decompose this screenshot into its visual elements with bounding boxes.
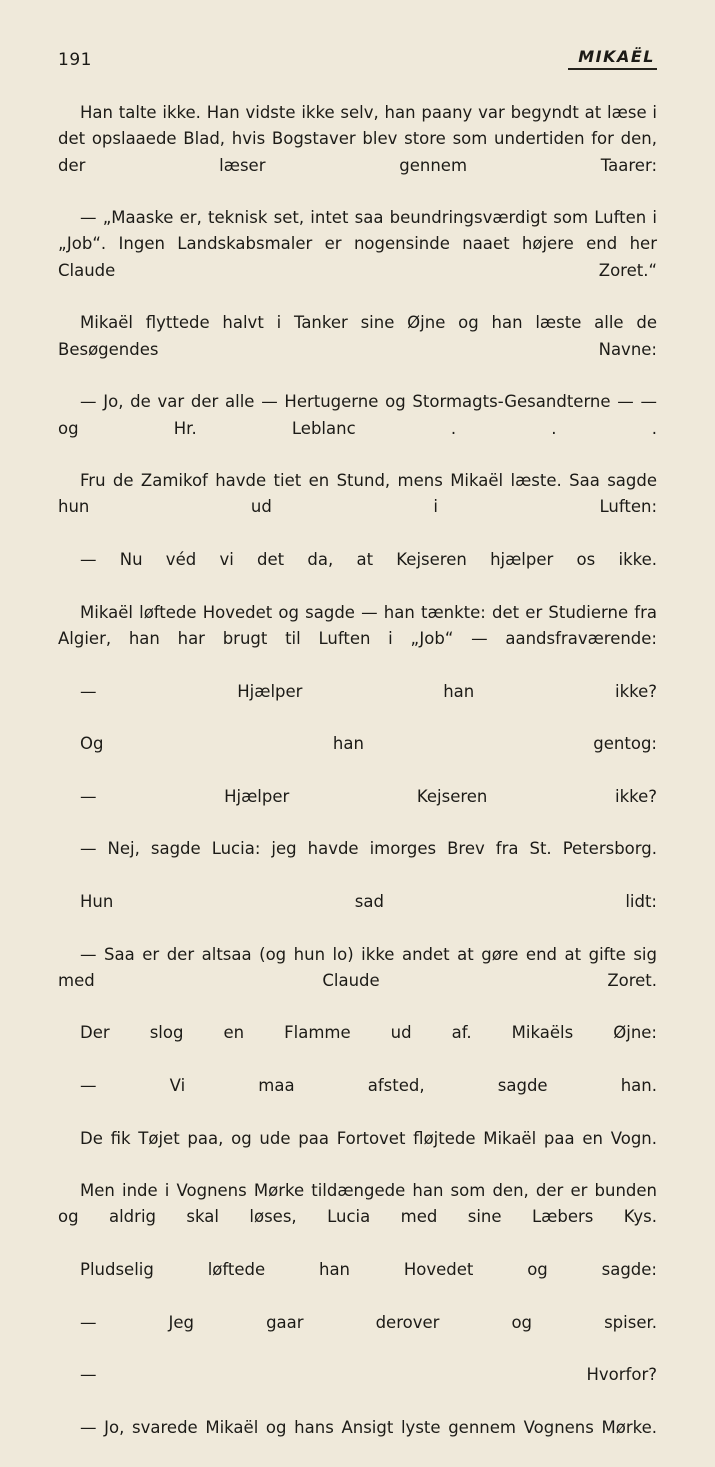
paragraph: — Nu véd vi det da, at Kejseren hjælper os ikke.: [80, 550, 657, 570]
paragraph: — „Maaske er, teknisk set, intet saa beundringsværdigt som Luften i „Job“. Ingen Landskabsmaler er nogensinde naaet højere end her Claude Zoret.“: [58, 208, 657, 280]
paragraph: — Hjælper Kejseren ikke?: [80, 786, 657, 806]
paragraph: — Hjælper han ikke?: [80, 681, 657, 701]
paragraph: Og han gentog:: [80, 734, 657, 754]
paragraph: — Vi maa afsted, sagde han.: [80, 1075, 657, 1095]
page-body: [58, 100, 657, 1467]
paragraph: — Nej, sagde Lucia: jeg havde imorges Brev fra St. Petersborg.: [80, 839, 657, 859]
page-number: 191: [58, 50, 92, 70]
paragraph: Der slog en Flamme ud af. Mikaëls Øjne:: [80, 1023, 657, 1043]
paragraph: Han talte ikke. Han vidste ikke selv, han paany var begyndt at læse i det opslaaede Blad, hvis Bogstaver blev store som undertiden for den, der læser gennem Taarer:: [58, 103, 657, 175]
paragraph: Mikaël flyttede halvt i Tanker sine Øjne og han læste alle de Besøgendes Navne:: [58, 313, 657, 359]
paragraph: De fik Tøjet paa, og ude paa Fortovet fløjtede Mikaël paa en Vogn.: [80, 1128, 657, 1148]
paragraph: — Jeg gaar derover og spiser.: [80, 1312, 657, 1332]
paragraph: — Jo, de var der alle — Hertugerne og Stormagts-Gesandterne — — og Hr. Leblanc . . .: [58, 392, 657, 438]
paragraph: — Saa er der altsaa (og hun lo) ikke andet at gøre end at gifte sig med Claude Zoret.: [58, 944, 657, 990]
paragraph: Men inde i Vognens Mørke tildængede han som den, der er bunden og aldrig skal løses, Lucia med sine Læbers Kys.: [58, 1181, 657, 1227]
paragraph: Fru de Zamikof havde tiet en Stund, mens Mikaël læste. Saa sagde hun ud i Luften:: [58, 471, 657, 517]
paragraph: Mikaël løftede Hovedet og sagde — han tænkte: det er Studierne fra Algier, han har brugt til Luften i „Job“ — aandsfraværende:: [58, 602, 657, 648]
page-header: [58, 40, 657, 72]
paragraph: Pludselig løftede han Hovedet og sagde:: [80, 1260, 657, 1280]
paragraph: — Jo, svarede Mikaël og hans Ansigt lyste gennem Vognens Mørke.: [80, 1417, 657, 1437]
paragraph: — Hvorfor?: [80, 1365, 657, 1385]
paragraph: Hun sad lidt:: [80, 891, 657, 911]
running-title: MIKAËL: [568, 47, 657, 70]
